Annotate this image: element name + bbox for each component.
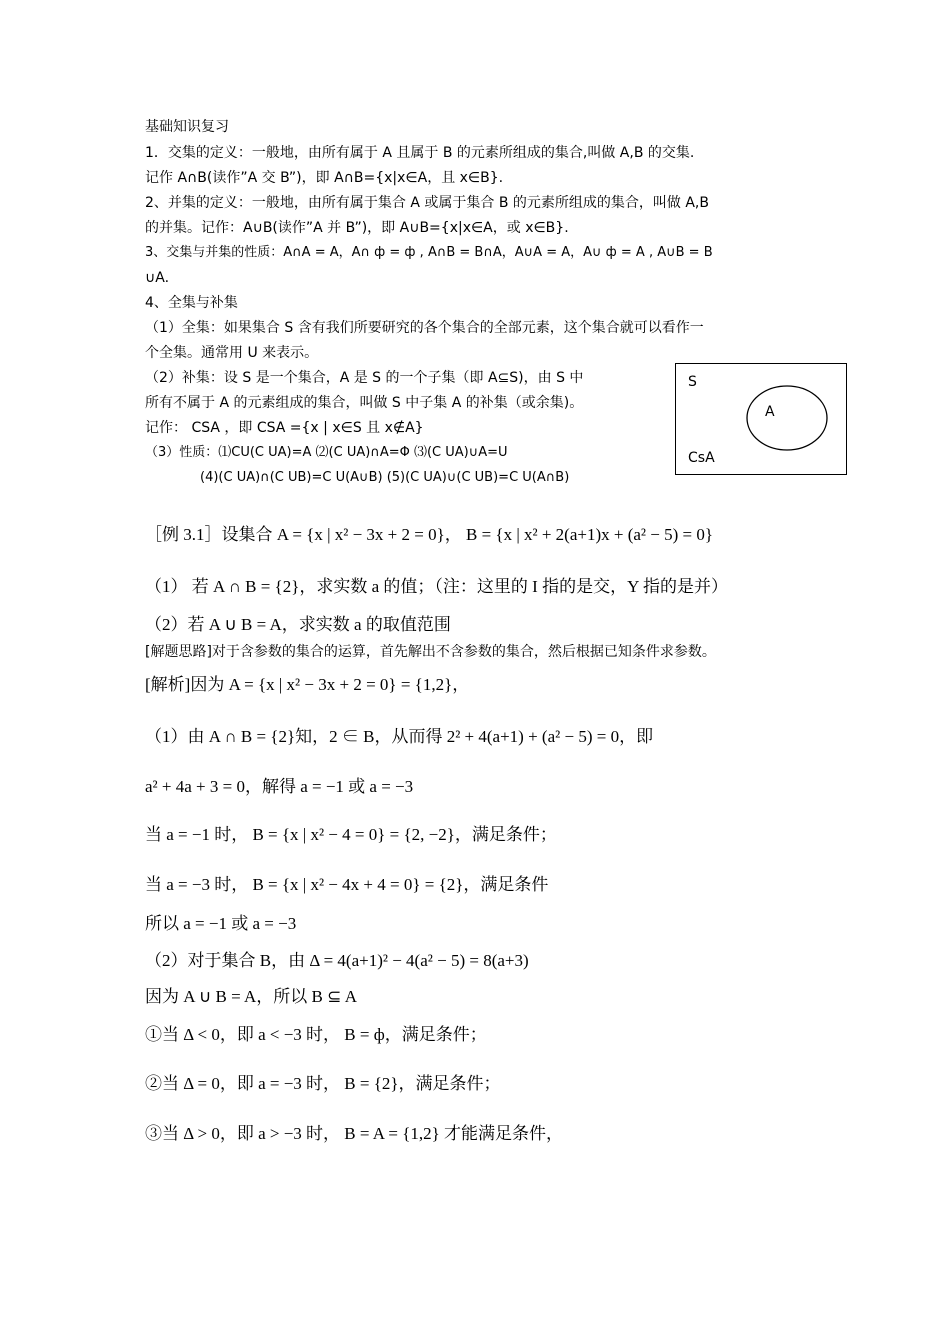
solution-step-4: 当 a = −3 时， B = {x | x² − 4x + 4 = 0} = {2}，满足条件 bbox=[145, 875, 549, 894]
properties-1: 3、交集与并集的性质：A∩A = A，A∩ ф = ф , A∩B = B∩A，A∪A = A，A∪ ф = A , A∪B = B bbox=[145, 245, 713, 260]
solution-step-8: ①当 Δ < 0，即 a < −3 时， B = ф，满足条件； bbox=[145, 1025, 487, 1044]
example-question-2: （2）若 A ∪ B = A，求实数 a 的取值范围 bbox=[145, 615, 451, 634]
def-union-2: 的并集。记作：A∪B(读作”A 并 B”)，即 A∪B={x|x∈A，或 x∈B}. bbox=[145, 220, 569, 236]
def-union-1: 2、并集的定义：一般地，由所有属于集合 A 或属于集合 B 的元素所组成的集合，叫做 A,B bbox=[145, 195, 709, 211]
solution-step-2: a² + 4a + 3 = 0，解得 a = −1 或 a = −3 bbox=[145, 777, 414, 796]
solution-step-10: ③当 Δ > 0，即 a > −3 时， B = A = {1,2} 才能满足条件， bbox=[145, 1124, 564, 1143]
universal-set-2: 个全集。通常用 U 来表示。 bbox=[145, 345, 319, 361]
complement-props-2: (4)(C UA)∩(C UB)=C U(A∪B) (5)(C UA)∪(C UB)=C U(A∩B) bbox=[200, 470, 570, 485]
solution-intro: [解析]因为 A = {x | x² − 3x + 2 = 0} = {1,2}， bbox=[145, 675, 470, 694]
venn-complement-label: CsA bbox=[688, 450, 715, 466]
solution-step-3: 当 a = −1 时， B = {x | x² − 4 = 0} = {2, −2}，满足条件； bbox=[145, 825, 557, 844]
solution-idea: [解题思路]对于含参数的集合的运算，首先解出不含参数的集合，然后根据已知条件求参数。 bbox=[145, 644, 716, 660]
complement-notation: 记作： CSA ，即 CSA ={x | x∈S 且 x∉A} bbox=[145, 420, 424, 436]
venn-set-label: A bbox=[765, 404, 775, 420]
solution-step-1: （1）由 A ∩ B = {2}知，2 ∈ B，从而得 2² + 4(a+1) + (a² − 5) = 0，即 bbox=[145, 727, 654, 746]
example-statement: ［例 3.1］设集合 A = {x | x² − 3x + 2 = 0}， B = {x | x² + 2(a+1)x + (a² − 5) = 0} bbox=[145, 525, 714, 544]
venn-universal-label: S bbox=[688, 374, 697, 390]
solution-step-9: ②当 Δ = 0，即 a = −3 时， B = {2}，满足条件； bbox=[145, 1074, 501, 1093]
complement-props-1: （3）性质：⑴CU(C UA)=A ⑵(C UA)∩A=Φ ⑶(C UA)∪A=U bbox=[145, 445, 508, 460]
universal-set-1: （1）全集：如果集合 S 含有我们所要研究的各个集合的全部元素，这个集合就可以看作一 bbox=[145, 320, 704, 336]
universal-complement-heading: 4、全集与补集 bbox=[145, 295, 238, 311]
example-question-1: （1） 若 A ∩ B = {2}，求实数 a 的值；（注：这里的 I 指的是交，Y 指的是并） bbox=[145, 577, 728, 596]
solution-step-7: 因为 A ∪ B = A，所以 B ⊆ A bbox=[145, 987, 357, 1006]
heading: 基础知识复习 bbox=[145, 119, 229, 135]
venn-diagram bbox=[675, 363, 847, 475]
properties-2: ∪A. bbox=[145, 270, 170, 286]
def-intersection-2: 记作 A∩B(读作”A 交 B”)，即 A∩B={x|x∈A，且 x∈B}. bbox=[145, 170, 504, 186]
def-intersection-1: 1．交集的定义：一般地，由所有属于 A 且属于 B 的元素所组成的集合,叫做 A,B 的交集. bbox=[145, 145, 695, 161]
solution-step-5: 所以 a = −1 或 a = −3 bbox=[145, 914, 297, 933]
complement-2: 所有不属于 A 的元素组成的集合，叫做 S 中子集 A 的补集（或余集)。 bbox=[145, 395, 584, 411]
complement-1: （2）补集：设 S 是一个集合，A 是 S 的一个子集（即 A⊆S)，由 S 中 bbox=[145, 370, 584, 386]
solution-step-6: （2）对于集合 B，由 Δ = 4(a+1)² − 4(a² − 5) = 8(a+3) bbox=[145, 951, 529, 970]
